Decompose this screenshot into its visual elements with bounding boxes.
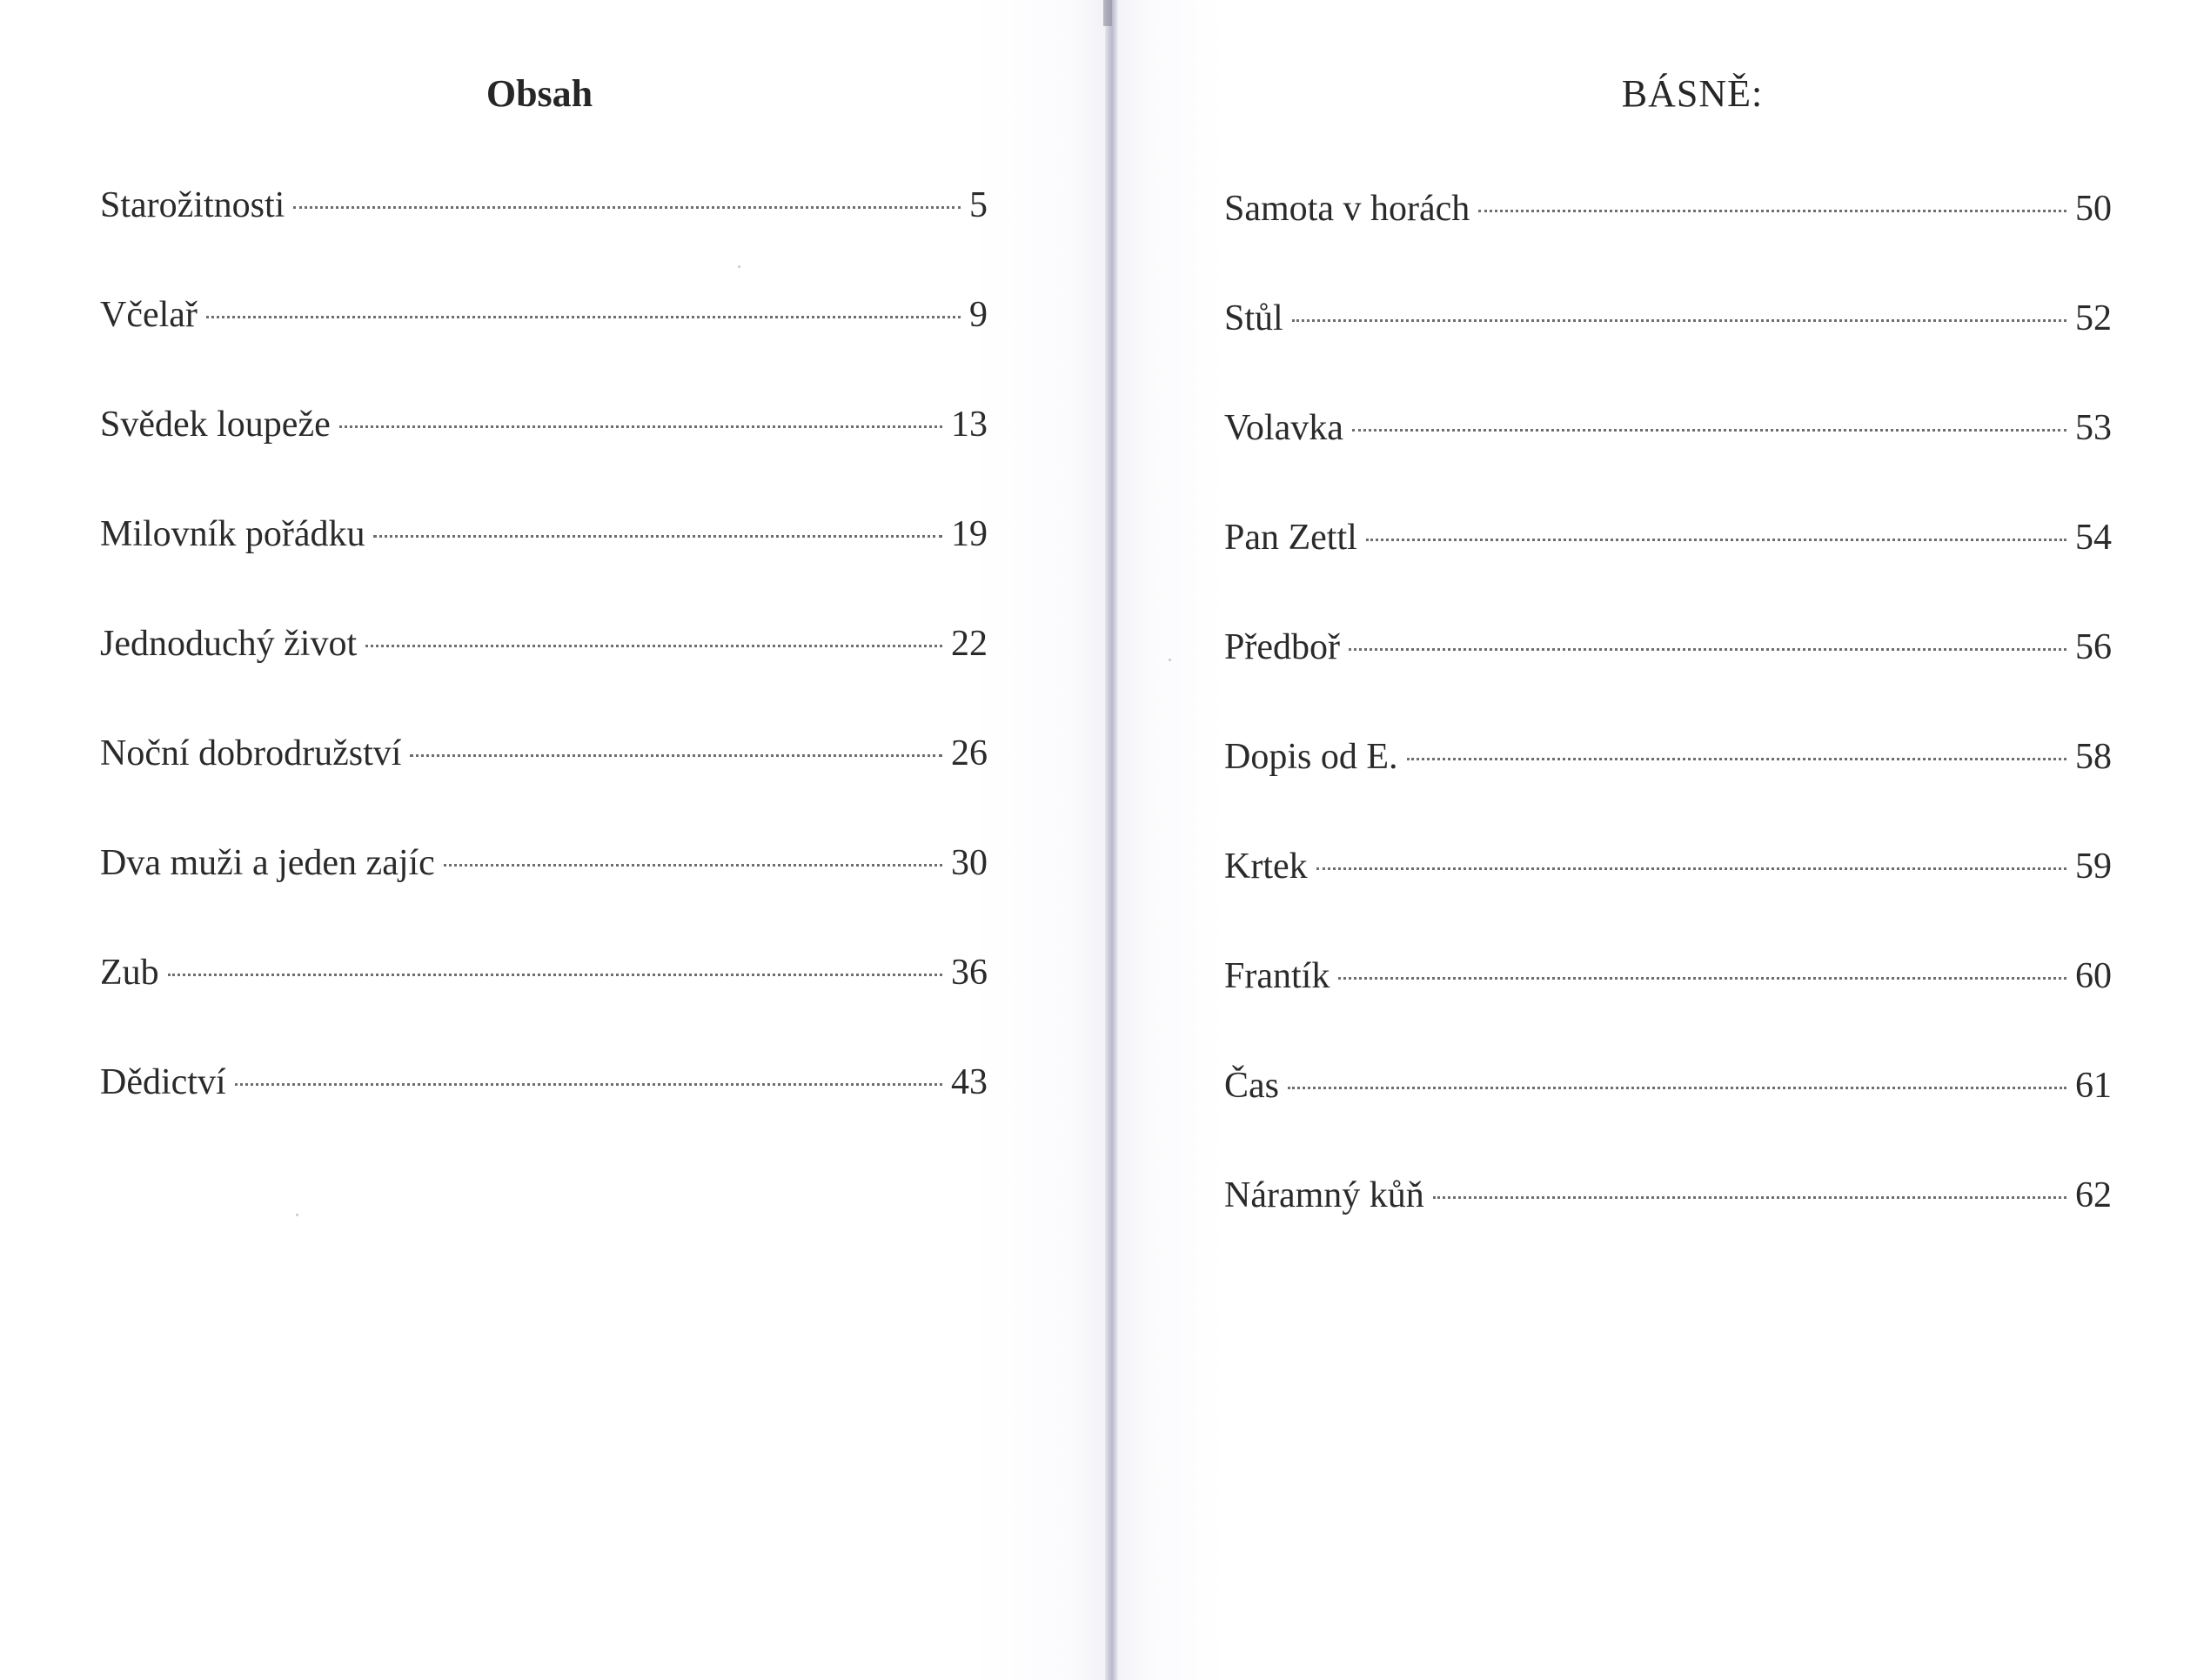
toc-entry-title: Předboř bbox=[1224, 627, 1340, 667]
toc-entry bbox=[100, 619, 988, 729]
toc-entry bbox=[1224, 294, 2112, 404]
toc-entry-page: 59 bbox=[2075, 847, 2112, 887]
toc-entry bbox=[100, 181, 988, 291]
toc-entry-page: 26 bbox=[951, 733, 988, 773]
right-page bbox=[1118, 0, 2197, 1680]
toc-entry-page: 22 bbox=[951, 624, 988, 664]
toc-entry bbox=[1224, 1171, 2112, 1281]
toc-entry-page: 43 bbox=[951, 1062, 988, 1102]
toc-entry-title: Krtek bbox=[1224, 847, 1308, 887]
toc-entry-title: Frantík bbox=[1224, 956, 1330, 996]
toc-entry-page: 9 bbox=[969, 295, 988, 335]
toc-entry bbox=[100, 291, 988, 400]
toc-entry-page: 56 bbox=[2075, 627, 2112, 667]
toc-entry bbox=[100, 839, 988, 948]
dot-leader bbox=[444, 864, 942, 867]
dot-leader bbox=[1352, 429, 2066, 432]
toc-entry bbox=[100, 948, 988, 1058]
toc-entry-title: Čas bbox=[1224, 1066, 1279, 1106]
paper-speck bbox=[296, 1214, 298, 1216]
toc-entry-title: Dopis od E. bbox=[1224, 737, 1398, 777]
toc-entry-title: Dědictví bbox=[100, 1062, 226, 1102]
toc-entry-page: 36 bbox=[951, 953, 988, 993]
paper-speck bbox=[738, 265, 740, 268]
toc-entry-page: 61 bbox=[2075, 1066, 2112, 1106]
dot-leader bbox=[206, 316, 961, 318]
toc-entry bbox=[1224, 184, 2112, 294]
dot-leader bbox=[410, 754, 942, 757]
toc-entry-title: Dva muži a jeden zajíc bbox=[100, 843, 435, 883]
toc-entry-title: Zub bbox=[100, 953, 159, 993]
toc-entry-page: 53 bbox=[2075, 408, 2112, 448]
dot-leader bbox=[293, 206, 961, 209]
dot-leader bbox=[339, 425, 942, 428]
dot-leader bbox=[1478, 210, 2066, 212]
toc-entry-title: Starožitnosti bbox=[100, 185, 285, 225]
toc-entry-page: 52 bbox=[2075, 298, 2112, 338]
toc-entry-title: Samota v horách bbox=[1224, 189, 1470, 229]
dot-leader bbox=[168, 974, 942, 976]
toc-entry bbox=[1224, 733, 2112, 842]
dot-leader bbox=[1349, 648, 2066, 651]
toc-entry bbox=[1224, 952, 2112, 1061]
toc-entry bbox=[1224, 842, 2112, 952]
toc-entry bbox=[1224, 1061, 2112, 1171]
toc-entry-page: 62 bbox=[2075, 1175, 2112, 1215]
toc-entry bbox=[100, 400, 988, 510]
toc-entry-page: 58 bbox=[2075, 737, 2112, 777]
toc-entry-page: 13 bbox=[951, 405, 988, 445]
toc-entry-title: Jednoduchý život bbox=[100, 624, 358, 664]
dot-leader bbox=[235, 1083, 942, 1086]
toc-entry-title: Volavka bbox=[1224, 408, 1343, 448]
toc-entry bbox=[1224, 513, 2112, 623]
toc-entry bbox=[100, 1058, 988, 1168]
toc-entry bbox=[100, 729, 988, 839]
poems-toc-list bbox=[1224, 184, 2112, 1281]
toc-entry-page: 54 bbox=[2075, 518, 2112, 558]
toc-entry bbox=[1224, 623, 2112, 733]
dot-leader bbox=[1292, 319, 2066, 322]
dot-leader bbox=[373, 535, 942, 538]
book-gutter bbox=[1105, 0, 1118, 1680]
toc-entry-page: 50 bbox=[2075, 189, 2112, 229]
dot-leader bbox=[1316, 867, 2066, 870]
stories-toc-list bbox=[100, 181, 988, 1168]
dot-leader bbox=[1288, 1087, 2066, 1089]
dot-leader bbox=[1433, 1196, 2066, 1199]
toc-entry-page: 5 bbox=[969, 185, 988, 225]
left-page-heading: Obsah bbox=[486, 72, 593, 115]
toc-entry-title: Svědek loupeže bbox=[100, 405, 331, 445]
toc-entry-title: Stůl bbox=[1224, 298, 1283, 338]
toc-entry bbox=[100, 510, 988, 619]
paper-speck bbox=[1169, 659, 1171, 661]
toc-entry-title: Náramný kůň bbox=[1224, 1175, 1424, 1215]
dot-leader bbox=[1366, 539, 2066, 541]
toc-entry-title: Noční dobrodružství bbox=[100, 733, 402, 773]
toc-entry bbox=[1224, 404, 2112, 513]
toc-entry-page: 60 bbox=[2075, 956, 2112, 996]
toc-entry-title: Včelař bbox=[100, 295, 198, 335]
right-page-heading: BÁSNĚ: bbox=[1621, 72, 1764, 115]
toc-entry-title: Pan Zettl bbox=[1224, 518, 1357, 558]
toc-entry-page: 19 bbox=[951, 514, 988, 554]
dot-leader bbox=[1338, 977, 2066, 980]
toc-entry-page: 30 bbox=[951, 843, 988, 883]
binding-mark bbox=[1103, 0, 1112, 26]
dot-leader bbox=[365, 645, 942, 647]
dot-leader bbox=[1407, 758, 2067, 760]
toc-entry-title: Milovník pořádku bbox=[100, 514, 365, 554]
